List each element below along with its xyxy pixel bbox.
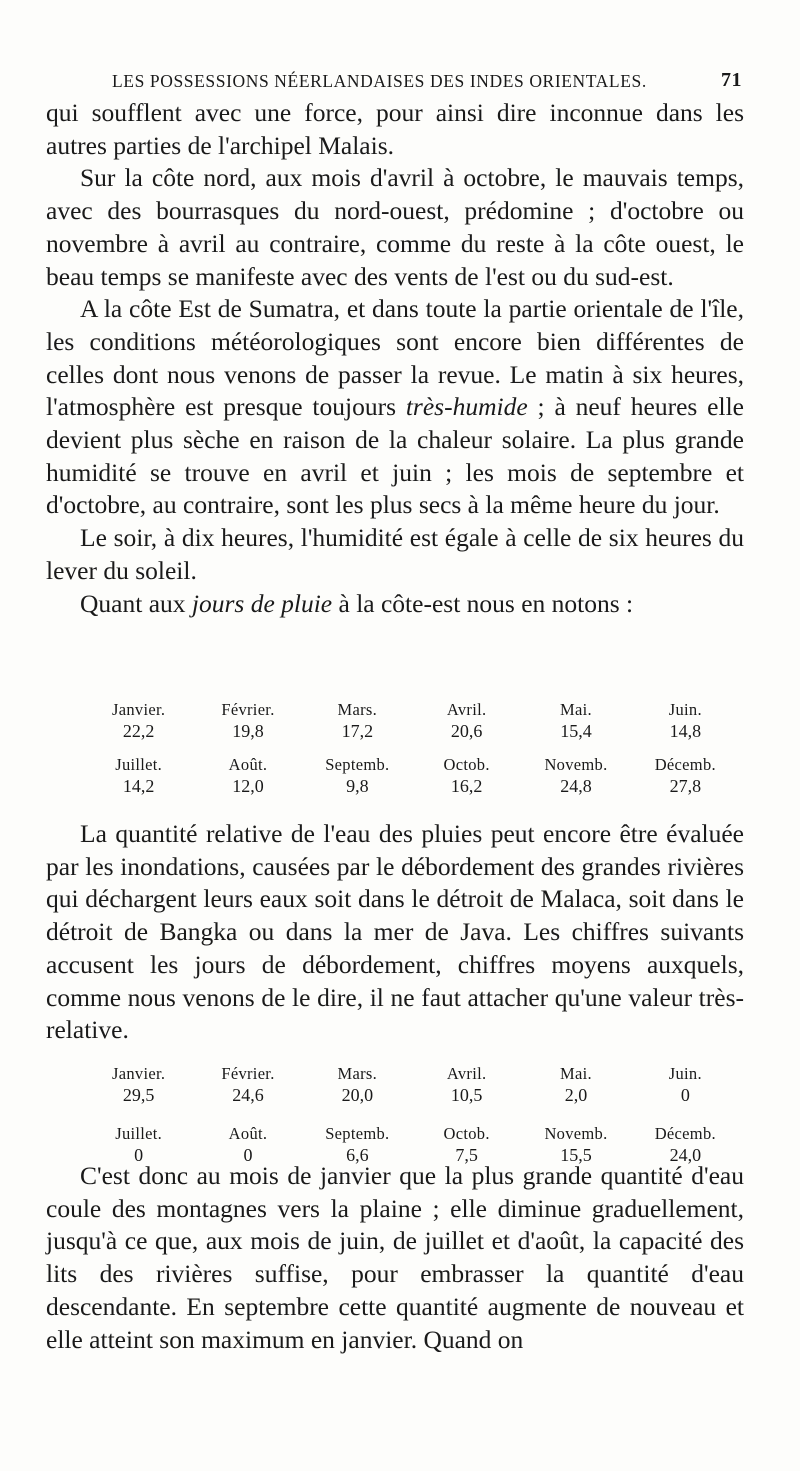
month-value: 24,8 bbox=[560, 776, 592, 796]
month-label: Août. bbox=[228, 1124, 268, 1143]
month-value: 16,2 bbox=[450, 776, 483, 796]
month-label: Novemb. bbox=[544, 755, 608, 774]
month-label: Février. bbox=[221, 1064, 275, 1083]
month-label: Février. bbox=[221, 700, 275, 719]
month-value: 12,0 bbox=[232, 776, 264, 796]
paragraph-text: A la côte Est de Sumatra, et dans toute la partie orientale de l'île, les conditions météorologiques sont encore bien différentes de celles dont nous venons de passer la revue. Le matin à six heures, l'atmosphère est presque toujours bbox=[46, 294, 744, 422]
month-label: Octob. bbox=[443, 1124, 490, 1143]
month-value: 0 bbox=[680, 1085, 690, 1105]
month-label: Octob. bbox=[443, 755, 490, 774]
month-value: 29,5 bbox=[122, 1085, 155, 1105]
month-label: Décemb. bbox=[654, 755, 716, 774]
paragraph: Le soir, à dix heures, l'humidité est égale à celle de six heures du lever du soleil. bbox=[46, 523, 744, 585]
month-label: Août. bbox=[228, 755, 268, 774]
month-label: Avril. bbox=[446, 1064, 487, 1083]
month-value: 2,0 bbox=[564, 1085, 588, 1105]
month-label: Janvier. bbox=[112, 1064, 166, 1083]
month-label: Mai. bbox=[560, 1064, 592, 1083]
month-value: 19,8 bbox=[232, 721, 264, 741]
body-text-middle bbox=[46, 818, 744, 1047]
paragraph bbox=[46, 293, 744, 522]
body-text-top bbox=[46, 97, 744, 620]
month-value: 27,8 bbox=[669, 776, 702, 796]
running-head bbox=[112, 62, 742, 92]
paragraph: La quantité relative de l'eau des pluies peut encore être évaluée par les inondations, causées par le débordement des grandes rivières qui déchargent leurs eaux soit dans le détroit de Malaca, soit dans le détroit de Bangka ou dans la mer de Java. Les chiffres suivants accusent les jours de débordement, chiffres moyens auxquels, comme nous venons de le dire, il ne faut attacher qu'une valeur très-relative. bbox=[46, 819, 744, 1045]
month-value: 0 bbox=[134, 1145, 144, 1165]
paragraph: C'est donc au mois de janvier que la plus grande quantité d'eau coule des montagnes vers la plaine ; elle diminue graduellement, jusqu'à ce que, aux mois de juin, de juillet et d'août, la capacité des lits des rivières suffise, pour embrasser la quantité d'eau descendante. En septembre cette quantité augmente de nouveau et elle atteint son maximum en janvier. Quand on bbox=[46, 1161, 744, 1354]
month-label: Septemb. bbox=[325, 755, 390, 774]
month-value: 20,0 bbox=[341, 1085, 374, 1105]
month-value: 20,6 bbox=[450, 721, 483, 741]
paragraph: qui soufflent avec une force, pour ainsi dire inconnue dans les autres parties de l'archipel Malais. bbox=[46, 98, 744, 160]
paragraph-text: à la côte-est nous en notons : bbox=[332, 588, 634, 618]
month-label: Mai. bbox=[560, 700, 592, 719]
flood-days-table-row-1 bbox=[84, 1064, 740, 1106]
paragraph bbox=[46, 588, 744, 621]
emphasis-text: jours de pluie bbox=[191, 588, 333, 618]
month-value: 14,8 bbox=[669, 721, 702, 741]
rain-days-table-row-1 bbox=[84, 700, 740, 742]
paragraph-text: ; à neuf heures elle devient plus sèche en raison de la chaleur solaire. La plus grande humidité se trouve en avril et juin ; les mois de septembre et d'octobre, au contraire, sont les plus secs à la même heure du jour. bbox=[46, 392, 744, 520]
month-label: Novemb. bbox=[544, 1124, 608, 1143]
month-label: Septemb. bbox=[325, 1124, 390, 1143]
month-value: 22,2 bbox=[122, 721, 155, 741]
month-label: Avril. bbox=[446, 700, 487, 719]
emphasis-text: très-humide bbox=[405, 392, 528, 422]
month-label: Juin. bbox=[668, 700, 702, 719]
page-number: 71 bbox=[721, 69, 742, 91]
month-value: 14,2 bbox=[122, 776, 155, 796]
month-label: Juillet. bbox=[115, 1124, 163, 1143]
month-value: 24,0 bbox=[669, 1145, 702, 1165]
month-value: 15,4 bbox=[560, 721, 592, 741]
month-value: 7,5 bbox=[455, 1145, 478, 1165]
month-label: Mars. bbox=[337, 700, 378, 719]
month-label: Janvier. bbox=[112, 700, 166, 719]
month-value: 0 bbox=[243, 1145, 253, 1165]
running-head-title: LES POSSESSIONS NÉERLANDAISES DES INDES ORIENTALES. bbox=[112, 71, 647, 91]
paragraph-text: Quant aux bbox=[80, 588, 192, 618]
month-label: Mars. bbox=[337, 1064, 378, 1083]
month-label: Juillet. bbox=[115, 755, 163, 774]
month-value: 24,6 bbox=[232, 1085, 264, 1105]
month-label: Juin. bbox=[668, 1064, 702, 1083]
month-value: 17,2 bbox=[341, 721, 374, 741]
month-label: Décemb. bbox=[654, 1124, 716, 1143]
rain-days-table-row-2 bbox=[84, 755, 740, 797]
paragraph: Sur la côte nord, aux mois d'avril à octobre, le mauvais temps, avec des bourrasques du nord-ouest, prédomine ; d'octobre ou novembre à avril au contraire, comme du reste à la côte ouest, le beau temps se manifeste avec des vents de l'est ou du sud-est. bbox=[46, 163, 744, 291]
month-value: 6,6 bbox=[346, 1145, 369, 1165]
month-value: 9,8 bbox=[346, 776, 369, 796]
body-text-bottom bbox=[46, 1160, 744, 1356]
month-value: 15,5 bbox=[560, 1145, 592, 1165]
month-value: 10,5 bbox=[450, 1085, 483, 1105]
